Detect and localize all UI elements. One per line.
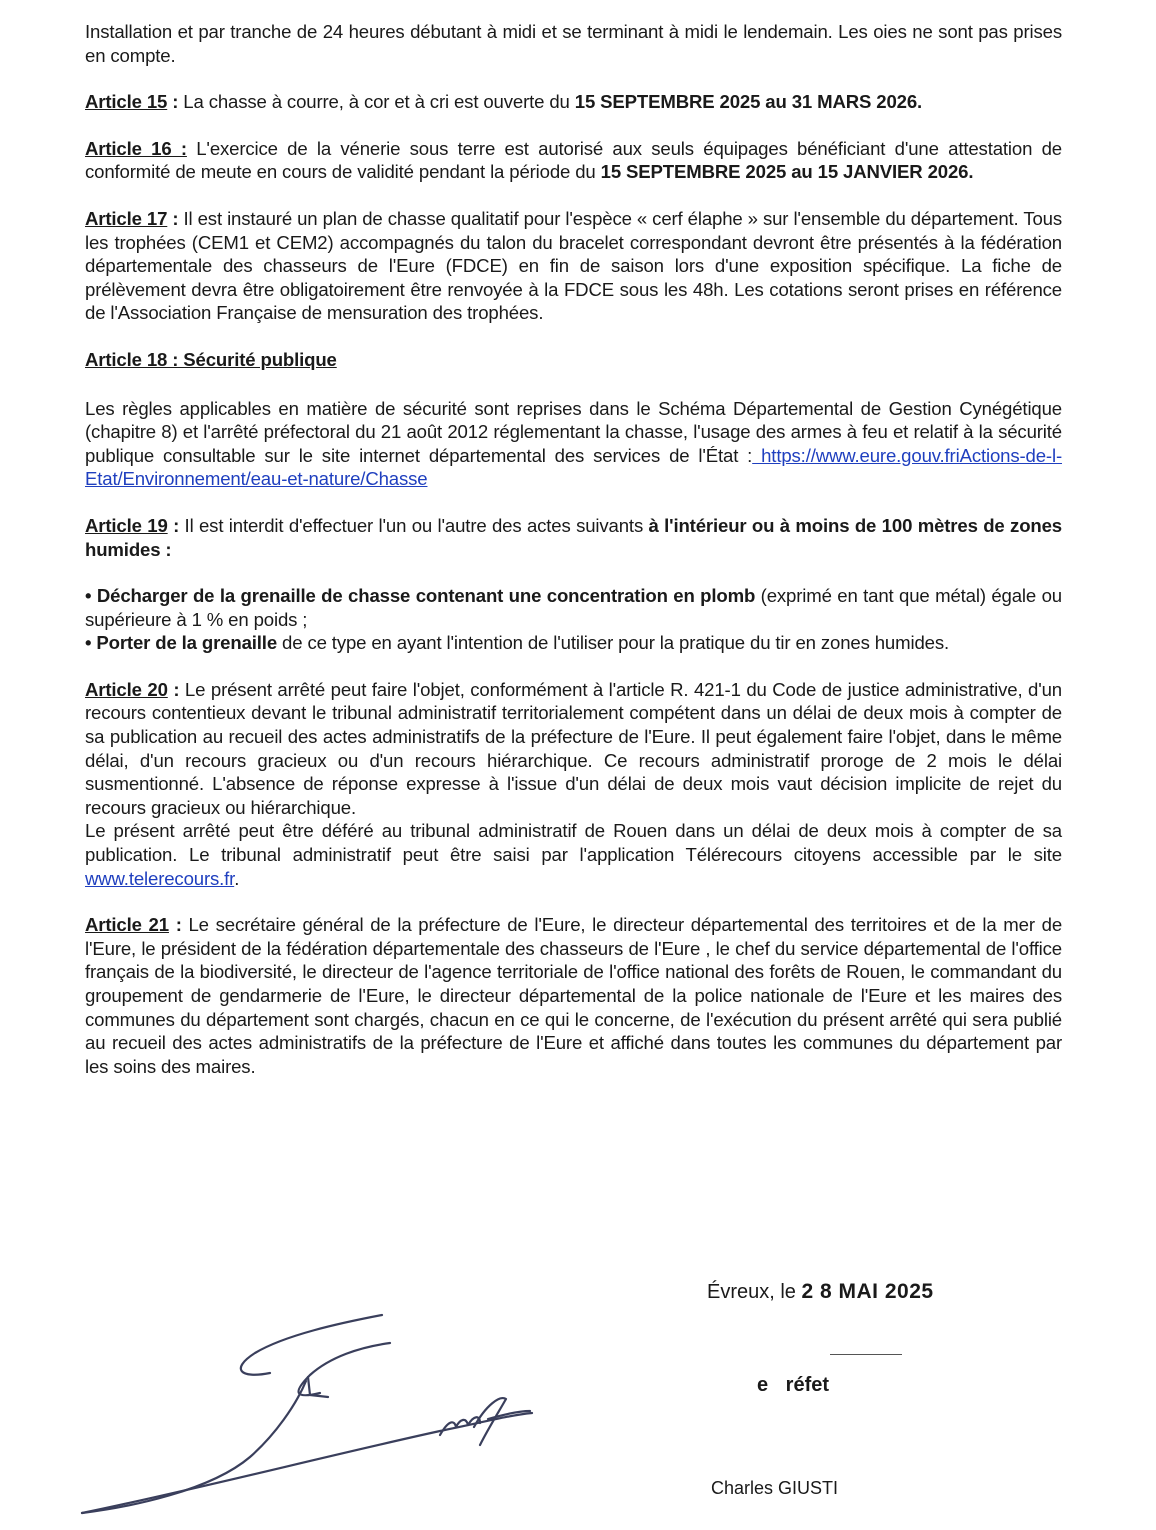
signatory-name: Charles GIUSTI	[711, 1478, 839, 1498]
signature-rule	[830, 1354, 902, 1355]
article-20-label: Article 20	[85, 678, 168, 700]
article-19-label: Article 19	[85, 514, 168, 536]
article-15-label: Article 15	[85, 91, 168, 113]
article-20-continued: Le présent arrêté peut être déféré au tribunal administratif de Rouen dans un délai de deux mois à compter de sa publication. Le tribunal administratif peut être saisi par l'application Télérecours citoyens accessible par le site www.telerecours.fr.	[85, 820, 1062, 889]
intro-paragraph: Installation et par tranche de 24 heures débutant à midi et se terminant à midi le lendemain. Les oies ne sont pas prises en compte.	[85, 21, 1062, 66]
article-18-label: Article 18 : Sécurité publique	[85, 348, 337, 370]
article-17-label: Article 17	[85, 207, 168, 229]
article-16-dates: 15 SEPTEMBRE 2025 au 15 JANVIER 2026.	[600, 161, 974, 183]
article-15-dates: 15 SEPTEMBRE 2025 au 31 MARS 2026.	[574, 91, 923, 113]
signature-date-line: Évreux, le 2 8 MAI 2025	[707, 1280, 934, 1303]
document-body	[85, 20, 1062, 1078]
article-19-bullet-1: • Décharger de la grenaille de chasse contenant une concentration en plomb (exprimé en tant que métal) égale ou supérieure à 1 % en poids ;	[85, 585, 1062, 630]
article-21-label: Article 21	[85, 914, 169, 936]
article-15: Article 15 : La chasse à courre, à cor et à cri est ouverte du 15 SEPTEMBRE 2025 au 31 MARS 2026.	[85, 91, 923, 113]
article-16-label: Article 16 :	[85, 137, 187, 159]
article-20: Article 20 : Le présent arrêté peut faire l'objet, conformément à l'article R. 421-1 du Code de justice administrative, d'un recours contentieux devant le tribunal administratif territorialement compétent dans un délai de deux mois à compter de sa publication au recueil des actes administratifs de la préfecture de l'Eure. Il peut également faire l'objet, dans le même délai, d'un recours gracieux ou d'un recours hiérarchique. Ce recours administratif proroge de 2 mois le délai susmentionné. L'absence de réponse expresse à l'issue d'un délai de deux mois vaut décision implicite de rejet du recours gracieux ou hiérarchique.	[85, 678, 1062, 818]
article-19-bullet-2: • Porter de la grenaille de ce type en ayant l'intention de l'utiliser pour la pratique du tir en zones humides.	[85, 632, 949, 654]
signatory-title: e réfet	[757, 1374, 830, 1396]
signature-date: 2 8 MAI 2025	[801, 1280, 934, 1303]
article-19: Article 19 : Il est interdit d'effectuer l'un ou l'autre des actes suivants à l'intérieur ou à moins de 100 mètres de zones humides :	[85, 514, 1062, 560]
article-21: Article 21 : Le secrétaire général de la préfecture de l'Eure, le directeur départemental des territoires et de la mer de l'Eure, le président de la fédération départementale des chasseurs de l'Eure , le chef du service départemental de l'office français de la biodiversité, le directeur de l'agence territoriale de l'office national des forêts de Rouen, le commandant du groupement de gendarmerie de l'Eure, le directeur départemental de la police nationale de l'Eure et les maires des communes du département sont chargés, chacun en ce qui le concerne, de l'exécution du présent arrêté qui sera publié au recueil des actes administratifs de la préfecture de l'Eure et affiché dans toutes les communes du département par les soins des maires.	[85, 914, 1063, 1077]
telerecours-link[interactable]: www.telerecours.fr	[85, 867, 235, 889]
handwritten-signature	[70, 1295, 550, 1530]
article-18-heading	[85, 348, 1062, 372]
article-16: Article 16 : L'exercice de la vénerie sous terre est autorisé aux seuls équipages bénéficiant d'une attestation de conformité de meute en cours de validité pendant la période du 15 SEPTEMBRE 2025 au 15 JANVIER 2026.	[85, 137, 1062, 183]
chasse-link[interactable]: https://www.eure.gouv.friActions-de-l-Etat/Environnement/eau-et-nature/Chasse	[85, 444, 1062, 490]
article-18: Les règles applicables en matière de sécurité sont reprises dans le Schéma Départemental de Gestion Cynégétique (chapitre 8) et l'arrêté préfectoral du 21 août 2012 réglementant la chasse, l'usage des armes à feu et relatif à la sécurité publique consultable sur le site internet départemental des services de l'État : https://www.eure.gouv.friActions-de-l-Etat/Environnement/eau-et-nature/Chasse	[85, 397, 1062, 490]
article-17: Article 17 : Il est instauré un plan de chasse qualitatif pour l'espèce « cerf élaphe » sur l'ensemble du département. Tous les trophées (CEM1 et CEM2) accompagnés du talon du bracelet correspondant devront être présentés à la fédération départementale des chasseurs de l'Eure (FDCE) en fin de saison lors d'une exposition spécifique. La fiche de prélèvement devra être obligatoirement être renvoyée à la FDCE sous les 48h. Les cotations seront prises en référence de l'Association Française de mensuration des trophées.	[85, 207, 1063, 324]
